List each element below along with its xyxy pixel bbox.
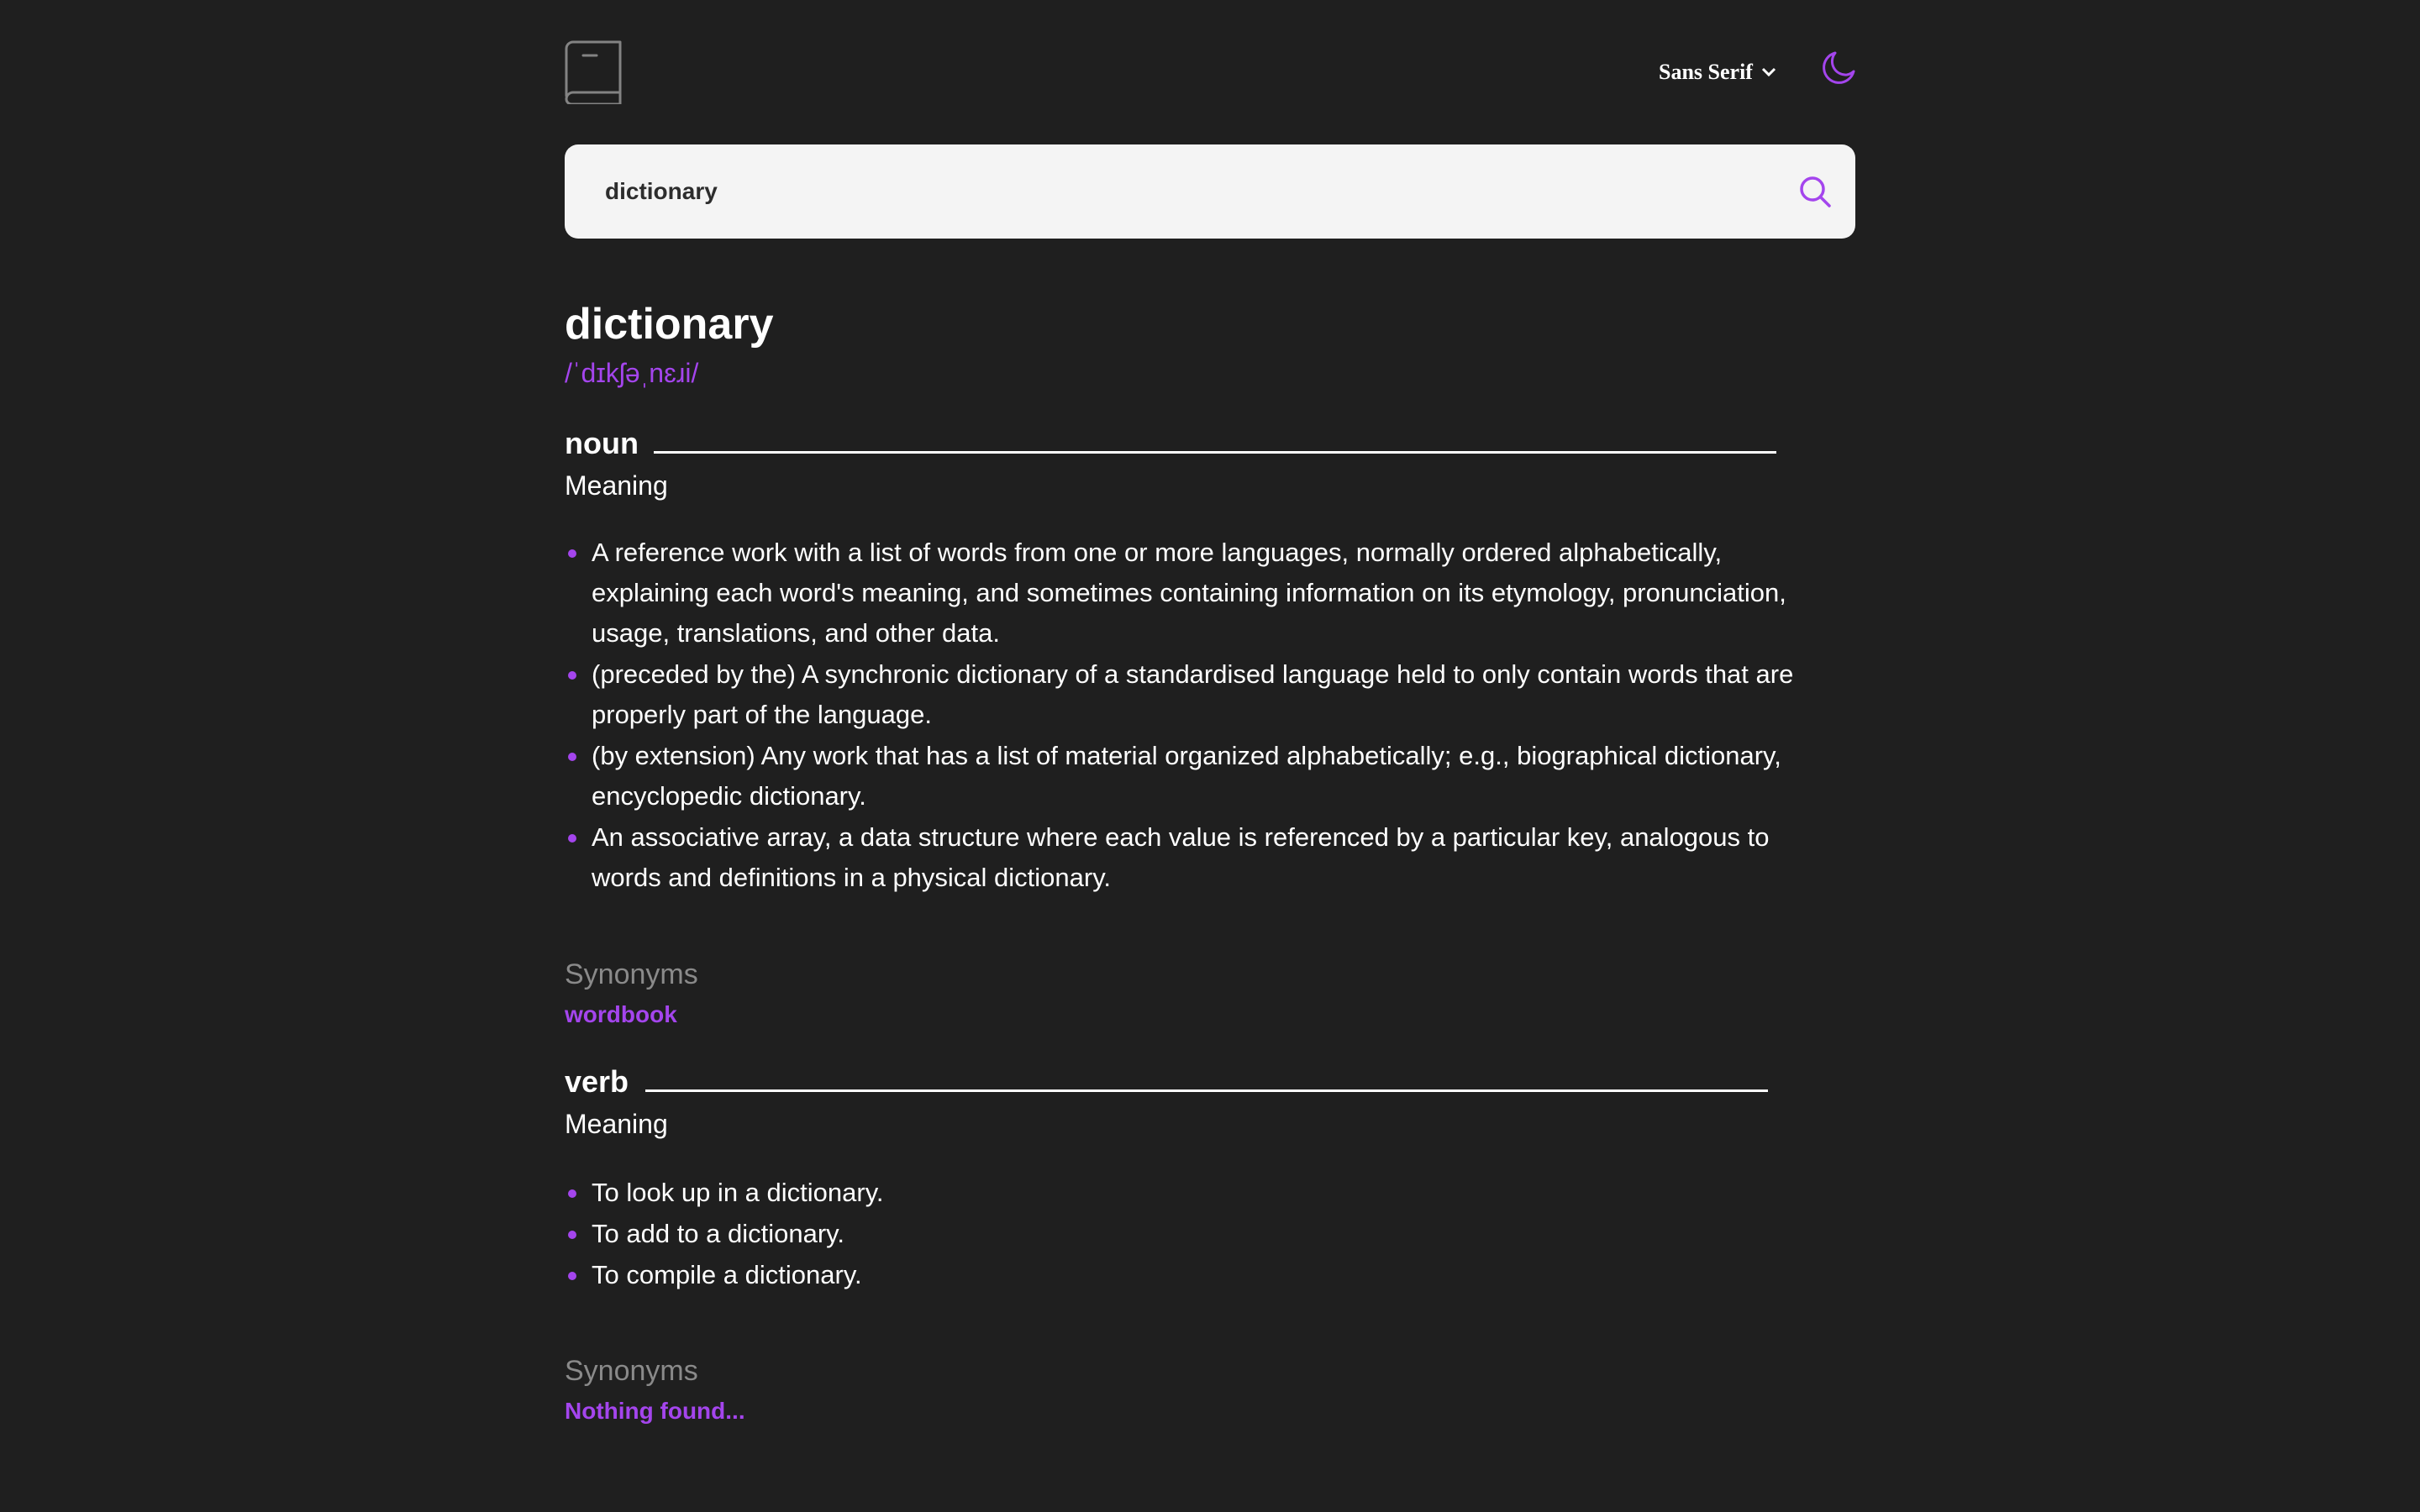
definition-text: (by extension) Any work that has a list of material organized alphabetically; e.g., biographical dictionary, encyclopedic dictionary. xyxy=(592,741,1781,811)
definition-item xyxy=(565,736,1842,816)
bullet-dot xyxy=(568,549,576,558)
search-icon[interactable] xyxy=(1798,175,1832,208)
definition-item xyxy=(565,817,1842,898)
synonym-link[interactable]: wordbook xyxy=(565,1001,677,1027)
definition-text: To look up in a dictionary. xyxy=(592,1178,884,1207)
search-bar xyxy=(565,144,1855,239)
divider-line xyxy=(645,1089,1768,1092)
part-of-speech-label: verb xyxy=(565,1064,629,1099)
synonym-empty-text: Nothing found... xyxy=(565,1398,745,1424)
bullet-dot xyxy=(568,834,576,843)
definition-text: (preceded by the) A synchronic dictionary of a standardised language held to only contain words that are properly part of the language. xyxy=(592,659,1794,729)
divider-line xyxy=(654,451,1776,454)
synonyms-label: Synonyms xyxy=(565,958,698,990)
bullet-dot xyxy=(568,1189,576,1198)
synonyms-label: Synonyms xyxy=(565,1355,698,1387)
definition-item xyxy=(565,654,1842,735)
bullet-dot xyxy=(568,1231,576,1239)
definition-text: A reference work with a list of words from one or more languages, normally ordered alphabetically, explaining each word's meaning, and sometimes containing information on its etymology, pronunciation, usage, translations, and other data. xyxy=(592,538,1786,648)
bullet-dot xyxy=(568,671,576,680)
chevron-down-icon xyxy=(1761,67,1776,77)
definition-item xyxy=(565,533,1842,654)
meaning-label: Meaning xyxy=(565,1109,668,1139)
meaning-label: Meaning xyxy=(565,470,668,501)
bullet-dot xyxy=(568,1272,576,1280)
definition-item xyxy=(565,1173,1842,1213)
definition-item xyxy=(565,1214,1842,1254)
part-of-speech-noun xyxy=(565,425,639,462)
definition-list-noun xyxy=(565,533,1842,899)
font-selector-label: Sans Serif xyxy=(1659,60,1753,84)
header xyxy=(565,40,1855,104)
part-of-speech-label: noun xyxy=(565,426,639,460)
definition-text: To add to a dictionary. xyxy=(592,1219,844,1248)
entry-word: dictionary xyxy=(565,300,774,349)
entry-phonetic: /ˈdɪkʃəˌnɛɹi/ xyxy=(565,358,699,388)
definition-text: An associative array, a data structure where each value is referenced by a particular key, analogous to words and definitions in a physical dictionary. xyxy=(592,822,1770,892)
search-input[interactable] xyxy=(605,144,1748,239)
definition-list-verb xyxy=(565,1173,1842,1296)
book-icon[interactable] xyxy=(565,40,622,104)
definition-text: To compile a dictionary. xyxy=(592,1260,862,1289)
font-selector[interactable] xyxy=(1659,59,1776,86)
bullet-dot xyxy=(568,753,576,761)
moon-icon[interactable] xyxy=(1820,50,1857,87)
part-of-speech-verb xyxy=(565,1063,629,1100)
definition-item xyxy=(565,1255,1842,1295)
